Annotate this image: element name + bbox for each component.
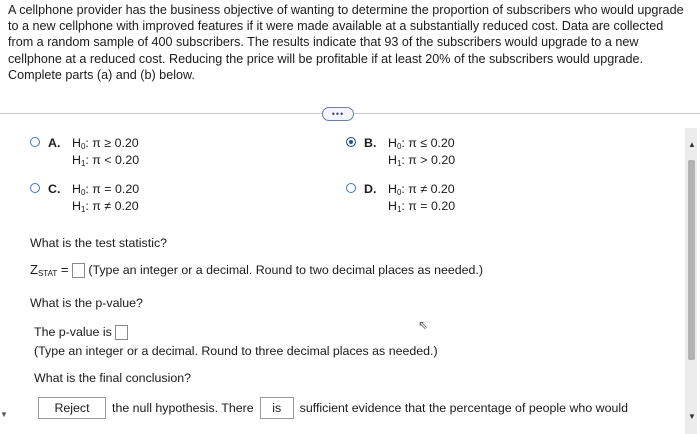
scrollbar-thumb[interactable]	[688, 160, 695, 360]
conclusion-row	[38, 397, 628, 419]
scroll-down-icon[interactable]: ▼	[688, 412, 696, 421]
conclusion-mid-text: the null hypothesis. There	[112, 401, 254, 415]
radio-a-icon[interactable]	[30, 137, 40, 147]
conclusion-question: What is the final conclusion?	[34, 371, 192, 385]
option-d-h1: $H_1$: π = 0.20	[388, 199, 456, 214]
conclusion-end-text: sufficient evidence that the percentage of people who would	[299, 401, 629, 415]
radio-d-icon[interactable]	[346, 183, 356, 193]
scroll-up-icon[interactable]: ▲	[688, 140, 696, 149]
option-c-h0: $H_0$: π = 0.20	[72, 182, 140, 197]
option-d-h0: $H_0$: π ≠ 0.20	[388, 182, 455, 197]
option-c-h1: $H_1$: π ≠ 0.20	[72, 199, 139, 214]
pvalue-question: What is the p-value?	[30, 296, 143, 310]
option-d-letter: D.	[364, 182, 377, 196]
zstat-hint: (Type an integer or a decimal. Round to two decimal places as needed.)	[88, 263, 483, 277]
left-scroll-icon[interactable]: ▼	[0, 410, 8, 419]
test-stat-question: What is the test statistic?	[30, 236, 168, 250]
evidence-dropdown[interactable]: is	[260, 397, 294, 419]
zstat-label: $Z_{STAT}$ =	[30, 262, 69, 278]
option-b-h0: $H_0$: π ≤ 0.20	[388, 136, 455, 151]
decision-dropdown[interactable]: Reject	[38, 397, 106, 419]
option-c-letter: C.	[48, 182, 61, 196]
radio-b-icon[interactable]	[346, 137, 356, 147]
mouse-cursor-icon: ⇖	[418, 318, 429, 332]
pvalue-row	[34, 324, 128, 340]
option-b-letter: B.	[364, 136, 377, 150]
problem-statement: A cellphone provider has the business objective of wanting to determine the proportion of subscribers who would upgrade to a new cellphone with improved features if it were made available at a substantially reduced cost. Data are collected from a random sample of 400 subscribers. The results indicate that 93 of the subscribers would upgrade to a new cellphone at a reduced cost. Reducing the price will be profitable if at least 20% of the subscribers would upgrade. Complete parts (a) and (b) below.	[8, 3, 684, 82]
radio-c-icon[interactable]	[30, 183, 40, 193]
option-a-letter: A.	[48, 136, 61, 150]
zstat-input[interactable]	[72, 263, 85, 278]
pvalue-hint: (Type an integer or a decimal. Round to three decimal places as needed.)	[34, 344, 438, 358]
zstat-row	[30, 262, 483, 278]
option-b-h1: $H_1$: π > 0.20	[388, 153, 456, 168]
option-a-h1: $H_1$: π < 0.20	[72, 153, 140, 168]
pvalue-input[interactable]	[115, 325, 128, 340]
option-a-h0: $H_0$: π ≥ 0.20	[72, 136, 139, 151]
pvalue-label: The p-value is	[34, 325, 112, 339]
more-button[interactable]: •••	[322, 107, 354, 121]
